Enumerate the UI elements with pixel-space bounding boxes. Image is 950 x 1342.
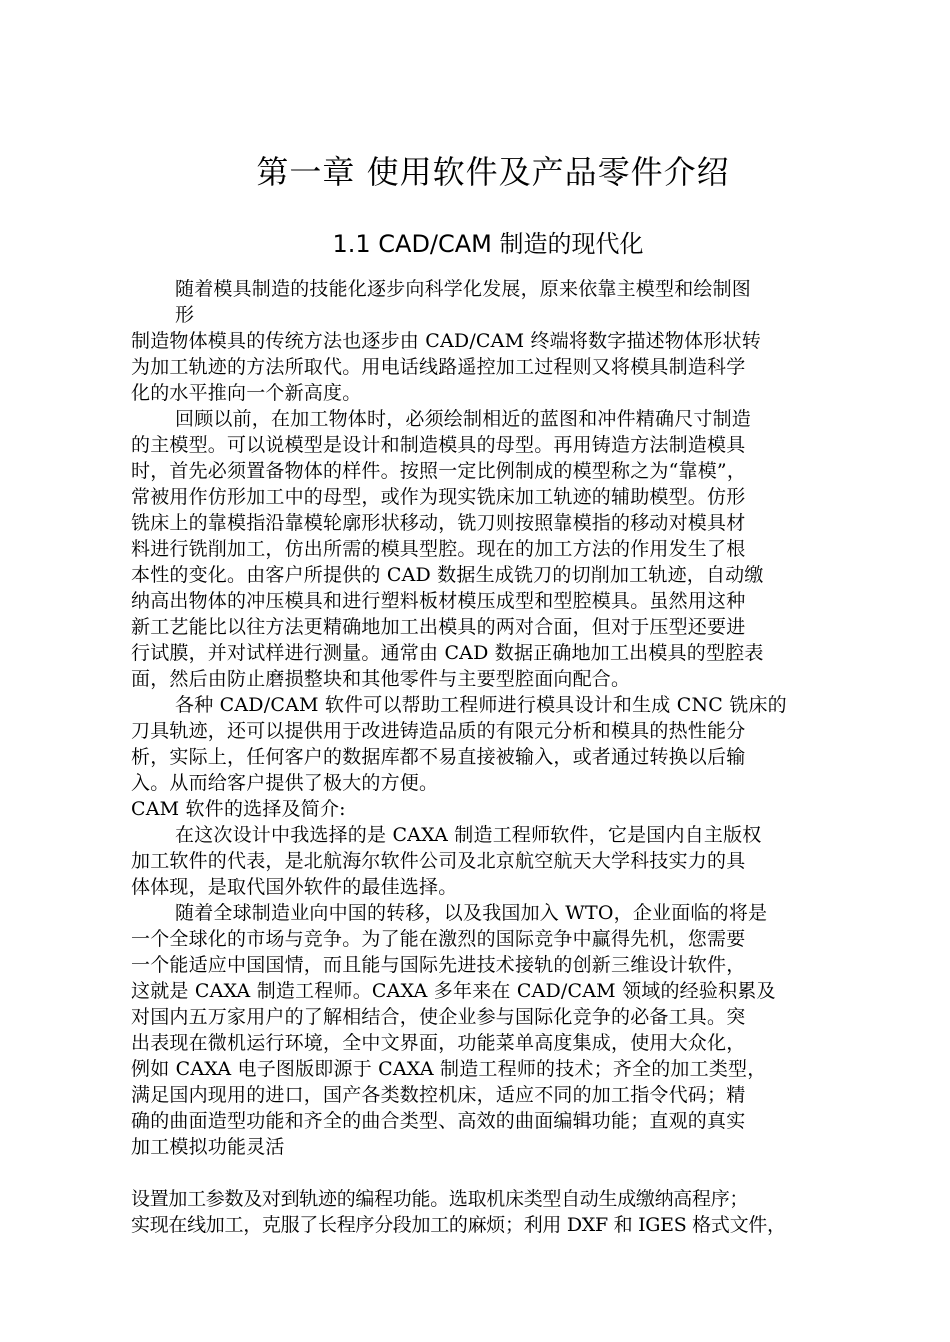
chapter-title: 第一章 使用软件及产品零件介绍	[256, 153, 730, 191]
blank-line	[131, 1160, 851, 1186]
paragraph-line: 确的曲面造型功能和齐全的曲合类型、高效的曲面编辑功能；直观的真实	[131, 1110, 746, 1132]
paragraph-line: 行试膜，并对试样进行测量。通常由 CAD 数据正确地加工出模具的型腔表	[131, 642, 764, 664]
paragraph-line: 加工软件的代表，是北航海尔软件公司及北京航空航天大学科技实力的具	[131, 850, 746, 872]
paragraph-line: 这就是 CAXA 制造工程师。CAXA 多年来在 CAD/CAM 领域的经验积累及	[131, 980, 776, 1002]
paragraph-line: 形	[175, 304, 195, 326]
paragraph-line: 为加工轨迹的方法所取代。用电话线路遥控加工过程则又将模具制造科学	[131, 356, 746, 378]
paragraph-line: 对国内五万家用户的了解相结合，使企业参与国际化竞争的必备工具。突	[131, 1006, 746, 1028]
paragraph-line: 体体现，是取代国外软件的最佳选择。	[131, 876, 458, 898]
paragraph-line: 一个全球化的市场与竞争。为了能在激烈的国际竞争中赢得先机，您需要	[131, 928, 746, 950]
paragraph-line: 制造物体模具的传统方法也逐步由 CAD/CAM 终端将数字描述物体形状转	[131, 330, 761, 352]
paragraph-line: 化的水平推向一个新高度。	[131, 382, 362, 404]
paragraph-line: 析，实际上，任何客户的数据库都不易直接被输入，或者通过转换以后输	[131, 746, 746, 768]
paragraph-line: 新工艺能比以往方法更精确地加工出模具的两对合面，但对于压型还要进	[131, 616, 746, 638]
paragraph-line: 时，首先必须置备物体的样件。按照一定比例制成的模型称之为“靠模”，	[131, 460, 747, 482]
paragraph-line: 的主模型。可以说模型是设计和制造模具的母型。再用铸造方法制造模具	[131, 434, 746, 456]
paragraph-line: 铣床上的靠模指沿靠模轮廓形状移动，铣刀则按照靠模指的移动对模具材	[131, 512, 746, 534]
paragraph-line: 回顾以前，在加工物体时，必须绘制相近的蓝图和冲件精确尺寸制造	[175, 408, 752, 430]
paragraph-line: 出表现在微机运行环境，全中文界面，功能菜单高度集成，使用大众化，	[131, 1032, 746, 1054]
paragraph-line: 加工模拟功能灵活	[131, 1136, 285, 1158]
paragraph-line: 各种 CAD/CAM 软件可以帮助工程师进行模具设计和生成 CNC 铣床的	[175, 694, 787, 716]
paragraph-line: 例如 CAXA 电子图版即源于 CAXA 制造工程师的技术；齐全的加工类型，	[131, 1058, 767, 1080]
paragraph-line: 入。从而给客户提供了极大的方便。	[131, 772, 439, 794]
paragraph-line: 满足国内现用的进口，国产各类数控机床，适应不同的加工指令代码；精	[131, 1084, 746, 1106]
paragraph-line: 随着全球制造业向中国的转移，以及我国加入 WTO，企业面临的将是	[175, 902, 768, 924]
section-title: 1.1 CAD/CAM 制造的现代化	[332, 230, 644, 258]
paragraph-line: 本性的变化。由客户所提供的 CAD 数据生成铣刀的切削加工轨迹，自动缴	[131, 564, 764, 586]
paragraph-line: 纳高出物体的冲压模具和进行塑料板材模压成型和型腔模具。虽然用这种	[131, 590, 746, 612]
paragraph-line: 常被用作仿形加工中的母型，或作为现实铣床加工轨迹的辅助模型。仿形	[131, 486, 746, 508]
paragraph-line: 实现在线加工，克服了长程序分段加工的麻烦；利用 DXF 和 IGES 格式文件，	[131, 1214, 786, 1236]
body-text	[131, 276, 851, 1238]
subheading-line: CAM 软件的选择及简介:	[131, 798, 346, 820]
paragraph-line: 随着模具制造的技能化逐步向科学化发展，原来依靠主模型和绘制图	[175, 278, 752, 300]
paragraph-line: 设置加工参数及对到轨迹的编程功能。选取机床类型自动生成缴纳高程序；	[131, 1188, 749, 1210]
paragraph-line: 在这次设计中我选择的是 CAXA 制造工程师软件，它是国内自主版权	[175, 824, 762, 846]
paragraph-line: 一个能适应中国国情，而且能与国际先进技术接轨的创新三维设计软件，	[131, 954, 746, 976]
paragraph-line: 面，然后由防止磨损整块和其他零件与主要型腔面向配合。	[131, 668, 631, 690]
paragraph-line: 料进行铣削加工，仿出所需的模具型腔。现在的加工方法的作用发生了根	[131, 538, 746, 560]
paragraph-line: 刀具轨迹，还可以提供用于改进铸造品质的有限元分析和模具的热性能分	[131, 720, 746, 742]
